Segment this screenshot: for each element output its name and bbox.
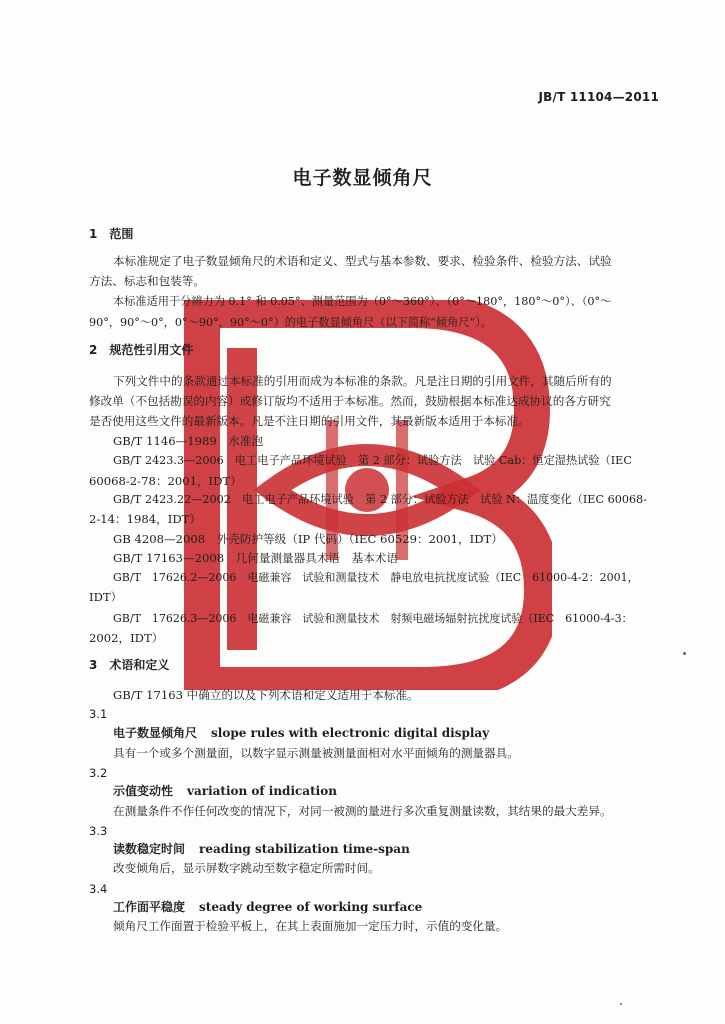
- term-chinese: 读数稳定时间: [113, 842, 186, 856]
- body-line: 方法、标志和包装等。: [89, 274, 205, 288]
- body-line: 本标准规定了电子数显倾角尺的术语和定义、型式与基本参数、要求、检验条件、检验方法、试验: [113, 254, 612, 268]
- reference-line: GB/T 17626.2—2006 电磁兼容 试验和测量技术 静电放电抗扰度试验（IEC 61000-4-2：2001，: [113, 571, 639, 584]
- term-chinese: 电子数显倾角尺: [113, 726, 198, 740]
- term-english: slope rules with electronic digital display: [211, 726, 490, 740]
- term-english: steady degree of working surface: [199, 900, 423, 914]
- standard-code: JB/T 11104—2011: [538, 90, 659, 104]
- term-line: [113, 899, 422, 915]
- reference-line: IDT）: [89, 590, 123, 604]
- reference-line: 2-14：1984，IDT）: [89, 512, 201, 526]
- term-line: [113, 783, 337, 799]
- reference-line: 2002，IDT）: [89, 631, 164, 645]
- section-heading-terms-definitions: 3 术语和定义: [89, 658, 170, 672]
- term-chinese: 示值变动性: [113, 784, 174, 798]
- reference-line: GB/T 2423.22—2002 电工电子产品环境试验 第 2 部分：试验方法 试验 N：温度变化（IEC 60068-: [113, 493, 647, 506]
- section-heading-normative-references: 2 规范性引用文件: [89, 343, 194, 357]
- body-line: 修改单（不包括勘误的内容）或修订版均不适用于本标准。然而，鼓励根据本标准达成协议的各方研究: [89, 394, 611, 408]
- clause-number: 3.4: [89, 882, 108, 896]
- term-english: reading stabilization time-span: [199, 842, 410, 856]
- section-heading-scope: 1 范围: [89, 227, 134, 241]
- reference-line: GB/T 17163—2008 几何量测量器具术语 基本术语: [113, 551, 398, 565]
- body-line: 是否使用这些文件的最新版本。凡是不注日期的引用文件，其最新版本适用于本标准。: [89, 414, 530, 428]
- body-line: 90°，90°～0°，0°～90°，90°～0°）的电子数显倾角尺（以下简称“倾角尺”）。: [89, 316, 492, 329]
- definition-line: 具有一个或多个测量面，以数字显示测量被测量面相对水平面倾角的测量器具。: [113, 746, 519, 760]
- document-title: 电子数显倾角尺: [292, 167, 433, 189]
- reference-line: GB 4208—2008 外壳防护等级（IP 代码）（IEC 60529：2001，IDT）: [113, 532, 503, 546]
- reference-line: GB/T 2423.3—2006 电工电子产品环境试验 第 2 部分：试验方法 试验 Cab：恒定湿热试验（IEC: [113, 454, 632, 467]
- body-line: 本标准适用于分辨力为 0.1° 和 0.05°、测量范围为（0°～360°）、（0°～180°，180°～0°）、（0°～: [113, 295, 612, 308]
- clause-number: 3.3: [89, 824, 108, 838]
- definition-line: 改变倾角后，显示屏数字跳动至数字稳定所需时间。: [113, 861, 380, 875]
- definition-line: 在测量条件不作任何改变的情况下，对同一被测的量进行多次重复测量读数，其结果的最大差异。: [113, 804, 612, 818]
- reference-line: 60068-2-78：2001，IDT）: [89, 474, 242, 488]
- body-line: 下列文件中的条款通过本标准的引用而成为本标准的条款。凡是注日期的引用文件，其随后所有的: [113, 374, 612, 388]
- reference-line: GB/T 17626.3—2006 电磁兼容 试验和测量技术 射频电磁场辐射抗扰度试验（IEC 61000-4-3：: [113, 612, 633, 625]
- scan-speck: [683, 652, 686, 655]
- definition-line: 倾角尺工作面置于检验平板上，在其上表面施加一定压力时，示值的变化量。: [113, 919, 508, 933]
- term-line: [113, 841, 410, 857]
- clause-number: 3.2: [89, 766, 108, 780]
- reference-line: GB/T 1146—1989 水准泡: [113, 434, 264, 448]
- term-chinese: 工作面平稳度: [113, 900, 186, 914]
- scan-speck: [620, 1003, 622, 1005]
- term-english: variation of indication: [187, 784, 337, 798]
- term-line: [113, 725, 489, 741]
- body-line: GB/T 17163 中确立的以及下列术语和定义适用于本标准。: [113, 688, 419, 702]
- clause-number: 3.1: [89, 707, 108, 721]
